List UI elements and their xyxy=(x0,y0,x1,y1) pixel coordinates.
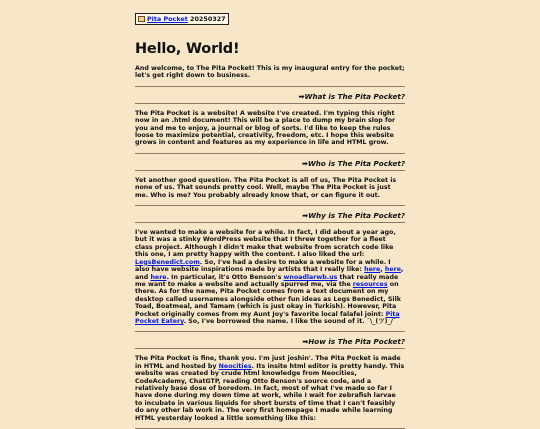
folder-icon xyxy=(138,16,145,22)
heading-why: ➡Why is The Pita Pocket? xyxy=(302,211,405,221)
pita-pocket-eatery-link[interactable]: Pita Pocket Eatery xyxy=(135,310,400,325)
why-sep-2: , and xyxy=(135,266,404,281)
why-text-4: that really made me want to make a website and actually spurred me, via the xyxy=(135,273,399,288)
why-text-6: . So, I've borrowed the name. I like the sound of it. ¯\_(ツ)_/¯ xyxy=(183,317,397,325)
why-text-5: on there. As for the name, Pita Pocket comes from a text document on my desktop called usernames alongside other fun ideas as Legs Benedict, Silk Toad, Boatmeal, and Tamam (which is just okay in Turkish). However, Pita Pocket originally comes from my Aunt Joy's favorite local falafel joint: xyxy=(135,280,401,318)
section-who-body: Yet another good question. The Pita Pocket is all of us, The Pita Pocket is none of us. That sounds pretty cool. Well, maybe The Pita Pocket is just me. Who is me? You probably already know that, or can figure it out. xyxy=(135,176,397,199)
section-how-body xyxy=(135,355,405,422)
why-sep-1: , xyxy=(380,266,385,274)
heading-how: ➡How is The Pita Pocket? xyxy=(302,337,405,347)
page-title: Hello, World! xyxy=(135,41,240,57)
how-text-1: The Pita Pocket is fine, thank you. I'm just joshin'. The Pita Pocket is made in HTML and hosted by xyxy=(135,355,401,370)
heading-who: ➡Who is The Pita Pocket? xyxy=(301,158,405,168)
divider xyxy=(135,348,405,349)
section-why-body xyxy=(135,229,405,325)
how-text-2: . Its insite html editor is pretty handy. This website was created by crude html knowledge from Neocities, CodeAcademy, ChatGTP, reading Otto Benson's source code, and a relatively base dose of boredom. In fact, most of what I've made so far I have done during my down time at work, while I wait for zebrafish larvae to incubate in various liquids for short bursts of time that I can't feasibly do any other lab work in. The very first homepage I made while learning HTML yesterday looked a little something like this: xyxy=(135,362,405,422)
divider xyxy=(135,153,405,154)
intro-text: And welcome, to The Pita Pocket! This is my inaugural entry for the pocket; let's get right down to business. xyxy=(135,65,405,80)
divider xyxy=(135,86,405,87)
legs-benedict-link[interactable]: LegsBenedict.com xyxy=(135,258,200,266)
neocities-link[interactable]: Neocities xyxy=(218,362,252,370)
home-link[interactable]: Pita Pocket xyxy=(147,15,188,23)
entry-date: 20250327 xyxy=(190,15,226,23)
blog-entry xyxy=(135,6,405,429)
why-text-1: I've wanted to make a website for a while. In fact, I did about a year ago, but it was a stinky WordPress website that I threw together for a fleet class project. Although I didn't make that website from scratch code like this one, I am pretty happy with the content. I also liked the url: xyxy=(135,229,396,259)
resources-link[interactable]: resources xyxy=(352,280,388,288)
inspiration-link-3[interactable]: here xyxy=(150,273,167,281)
divider xyxy=(135,170,405,171)
why-text-2: . So, I've had a desire to make a website for a while. I also have website inspirations made by artists that I really like: xyxy=(135,258,391,274)
divider xyxy=(135,331,405,332)
inspiration-link-2[interactable]: here xyxy=(384,266,401,274)
breadcrumb xyxy=(135,13,229,25)
divider xyxy=(135,103,405,104)
wnoadlarwb-link[interactable]: wnoadlarwb.us xyxy=(283,273,338,281)
divider xyxy=(135,222,405,223)
inspiration-link-1[interactable]: here xyxy=(364,266,381,274)
divider xyxy=(135,205,405,206)
section-what-body: The Pita Pocket is a website! A website I've created. I'm typing this right now in an .html document! This will be a place to dump my brain slop for you and me to enjoy, a journal or blog of sorts. I'd like to keep the rules loose to maximize potential, creativity, freedom, etc. I hope this website grows in content and features as my experience in life and HTML grow. xyxy=(135,109,396,147)
heading-what: ➡What is The Pita Pocket? xyxy=(298,91,405,101)
why-text-3: . In particular, it's Otto Benson's xyxy=(166,273,284,281)
